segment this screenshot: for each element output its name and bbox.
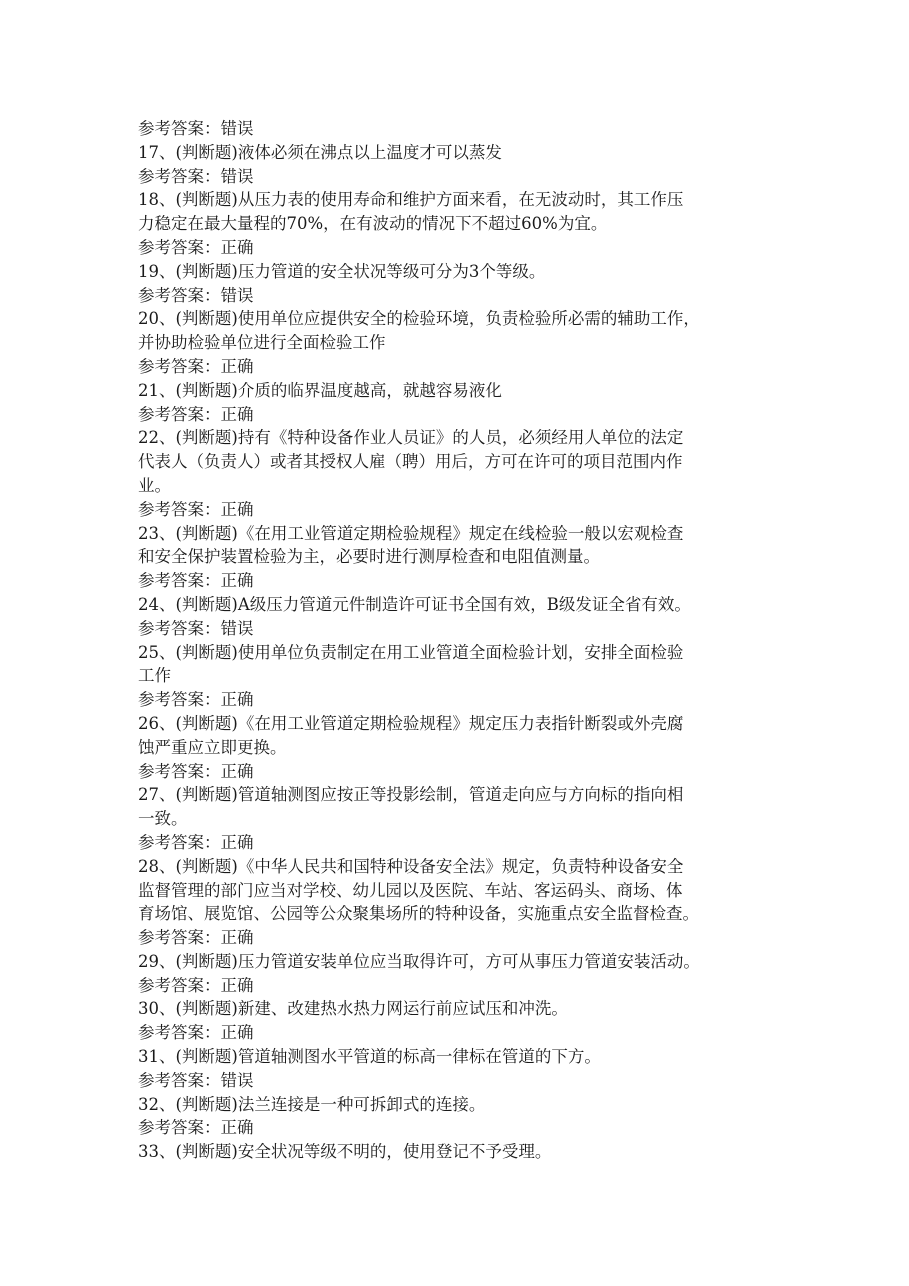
- question-line: 20、(判断题)使用单位应提供安全的检验环境，负责检验所必需的辅助工作，: [138, 309, 700, 329]
- answer-line: 参考答案：正确: [138, 356, 254, 376]
- question-line: 30、(判断题)新建、改建热水热力网运行前应试压和冲洗。: [138, 999, 568, 1019]
- question-line: 27、(判断题)管道轴测图应按正等投影绘制，管道走向应与方向标的指向相: [138, 785, 684, 805]
- question-line: 31、(判断题)管道轴测图水平管道的标高一律标在管道的下方。: [138, 1047, 601, 1067]
- question-line: 蚀严重应立即更换。: [138, 737, 287, 757]
- question-line: 25、(判断题)使用单位负责制定在用工业管道全面检验计划，安排全面检验: [138, 642, 684, 662]
- answer-line: 参考答案：正确: [138, 832, 254, 852]
- answer-line: 参考答案：正确: [138, 975, 254, 995]
- question-line: 29、(判断题)压力管道安装单位应当取得许可，方可从事压力管道安装活动。: [138, 951, 700, 971]
- question-line: 32、(判断题)法兰连接是一种可拆卸式的连接。: [138, 1094, 486, 1114]
- question-line: 23、(判断题)《在用工业管道定期检验规程》规定在线检验一般以宏观检查: [138, 523, 684, 543]
- question-line: 育场馆、展览馆、公园等公众聚集场所的特种设备，实施重点安全监督检查。: [138, 904, 699, 924]
- answer-line: 参考答案：正确: [138, 571, 254, 591]
- answer-line: 参考答案：错误: [138, 618, 254, 638]
- answer-line: 参考答案：错误: [138, 1070, 254, 1090]
- answer-line: 参考答案：正确: [138, 1118, 254, 1138]
- answer-line: 参考答案：正确: [138, 404, 254, 424]
- question-line: 和安全保护装置检验为主，必要时进行测厚检查和电阻值测量。: [138, 547, 600, 567]
- question-line: 28、(判断题)《中华人民共和国特种设备安全法》规定，负责特种设备安全: [138, 856, 684, 876]
- answer-line: 参考答案：正确: [138, 1023, 254, 1043]
- question-line: 工作: [138, 666, 171, 686]
- question-line: 监督管理的部门应当对学校、幼儿园以及医院、车站、客运码头、商场、体: [138, 880, 683, 900]
- question-line: 22、(判断题)持有《特种设备作业人员证》的人员，必须经用人单位的法定: [138, 428, 684, 448]
- answer-line: 参考答案：正确: [138, 761, 254, 781]
- question-line: 21、(判断题)介质的临界温度越高，就越容易液化: [138, 380, 502, 400]
- answer-line: 参考答案：错误: [138, 285, 254, 305]
- document-page: [138, 117, 788, 1164]
- answer-line: 参考答案：正确: [138, 928, 254, 948]
- answer-line: 参考答案：正确: [138, 499, 254, 519]
- answer-line: 参考答案：错误: [138, 119, 254, 138]
- answer-line: 参考答案：错误: [138, 166, 254, 186]
- question-line: 33、(判断题)安全状况等级不明的，使用登记不予受理。: [138, 1142, 552, 1162]
- question-line: 力稳定在最大量程的70%，在有波动的情况下不超过60%为宜。: [138, 214, 608, 234]
- answer-line: 参考答案：正确: [138, 237, 254, 257]
- answer-line: 参考答案：正确: [138, 690, 254, 710]
- question-line: 代表人（负责人）或者其授权人雇（聘）用后，方可在许可的项目范围内作: [138, 452, 683, 472]
- question-line: 24、(判断题)A级压力管道元件制造许可证书全国有效，B级发证全省有效。: [138, 594, 691, 614]
- question-line: 业。: [138, 475, 171, 495]
- question-line: 26、(判断题)《在用工业管道定期检验规程》规定压力表指针断裂或外壳腐: [138, 713, 684, 733]
- question-line: 17、(判断题)液体必须在沸点以上温度才可以蒸发: [138, 142, 502, 162]
- question-line: 并协助检验单位进行全面检验工作: [138, 333, 386, 353]
- question-line: 19、(判断题)压力管道的安全状况等级可分为3个等级。: [138, 261, 546, 281]
- question-line: 18、(判断题)从压力表的使用寿命和维护方面来看，在无波动时，其工作压: [138, 190, 684, 210]
- question-line: 一致。: [138, 809, 188, 829]
